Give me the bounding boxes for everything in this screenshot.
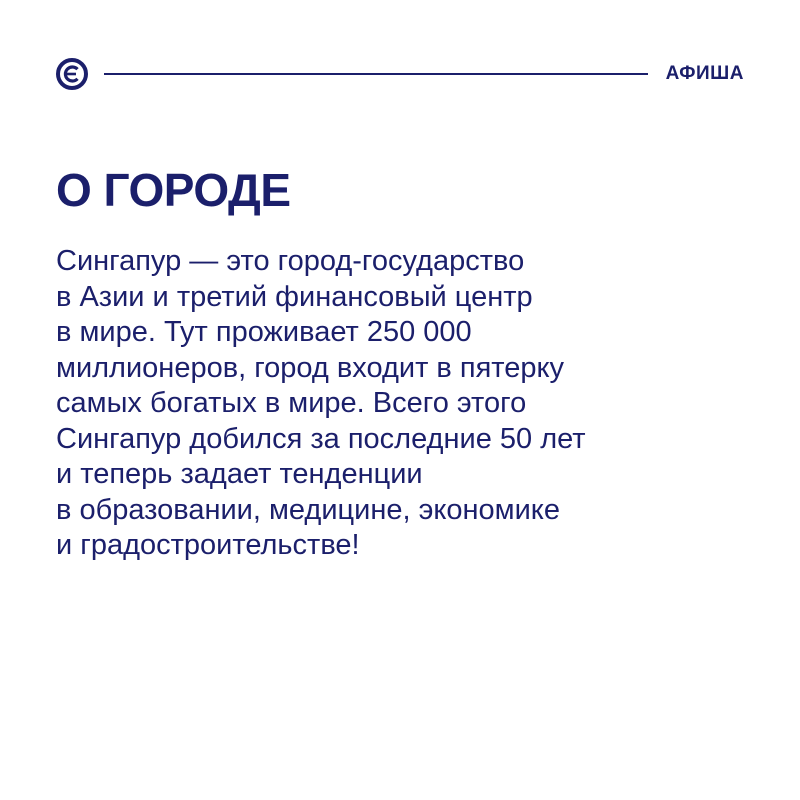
body-line: самых богатых в мире. Всего этого xyxy=(56,387,527,419)
body-line: и теперь задает тенденции xyxy=(56,458,423,490)
section-tag: АФИША xyxy=(665,63,744,84)
header xyxy=(56,54,744,94)
circle-c-logo-icon xyxy=(56,58,88,90)
body-line: Сингапур добился за последние 50 лет xyxy=(56,422,586,455)
body-line: в образовании, медицине, экономике xyxy=(56,493,560,526)
body-line: и градостроительстве! xyxy=(56,529,360,561)
body-line: в мире. Тут проживает 250 000 xyxy=(56,316,472,348)
page-title: О ГОРОДЕ xyxy=(56,164,291,216)
body-line: Сингапур — это город-государство xyxy=(56,245,525,277)
body-line: миллионеров, город входит в пятерку xyxy=(56,351,565,384)
body-paragraph xyxy=(56,244,756,564)
header-divider xyxy=(104,73,648,75)
body-line: в Азии и третий финансовый центр xyxy=(56,280,533,313)
